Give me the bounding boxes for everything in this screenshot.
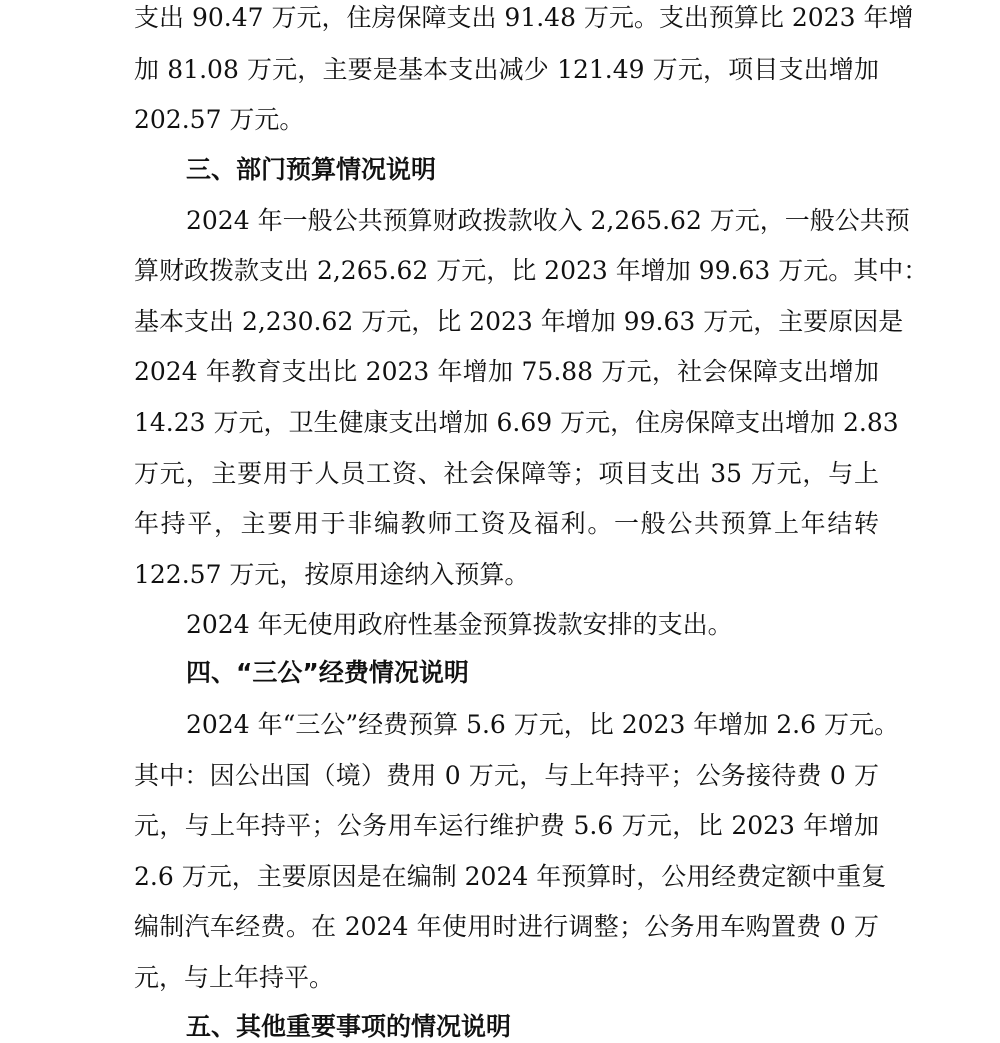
- body-text-line: 支出 90.47 万元，住房保障支出 91.48 万元。支出预算比 2023 年增: [134, 3, 914, 32]
- body-text-line: 编制汽车经费。在 2024 年使用时进行调整；公务用车购置费 0 万: [134, 912, 879, 941]
- body-text-line: 2024 年无使用政府性基金预算拨款安排的支出。: [186, 610, 733, 639]
- body-text-line: 算财政拨款支出 2,265.62 万元，比 2023 年增加 99.63 万元。其中：: [134, 256, 929, 285]
- body-text-line: 元，与上年持平。: [134, 963, 335, 992]
- body-text-line: 14.23 万元，卫生健康支出增加 6.69 万元，住房保障支出增加 2.83: [134, 408, 899, 437]
- body-text-line: 年持平，主要用于非编教师工资及福利。一般公共预算上年结转: [134, 509, 879, 538]
- body-text-line: 2.6 万元，主要原因是在编制 2024 年预算时，公用经费定额中重复: [134, 862, 887, 891]
- body-text-line: 元，与上年持平；公务用车运行维护费 5.6 万元，比 2023 年增加: [134, 811, 879, 840]
- body-text-line: 加 81.08 万元，主要是基本支出减少 121.49 万元，项目支出增加: [134, 55, 879, 84]
- body-text-line: 2024 年教育支出比 2023 年增加 75.88 万元，社会保障支出增加: [134, 357, 879, 386]
- body-text-line: 202.57 万元。: [134, 105, 305, 134]
- body-text-line: 其中：因公出国（境）费用 0 万元，与上年持平；公务接待费 0 万: [134, 761, 879, 790]
- body-text-line: 基本支出 2,230.62 万元，比 2023 年增加 99.63 万元，主要原因是: [134, 307, 904, 336]
- body-text-line: 万元，主要用于人员工资、社会保障等；项目支出 35 万元，与上: [134, 459, 879, 488]
- body-text-line: 122.57 万元，按原用途纳入预算。: [134, 560, 530, 589]
- section-heading-other-matters: 五、其他重要事项的情况说明: [186, 1012, 512, 1041]
- body-text-line: 2024 年“三公”经费预算 5.6 万元，比 2023 年增加 2.6 万元。: [186, 710, 899, 739]
- section-heading-budget: 三、部门预算情况说明: [186, 155, 437, 184]
- section-heading-three-public-expenses: 四、“三公”经费情况说明: [186, 658, 469, 687]
- body-text-line: 2024 年一般公共预算财政拨款收入 2,265.62 万元，一般公共预: [186, 206, 910, 235]
